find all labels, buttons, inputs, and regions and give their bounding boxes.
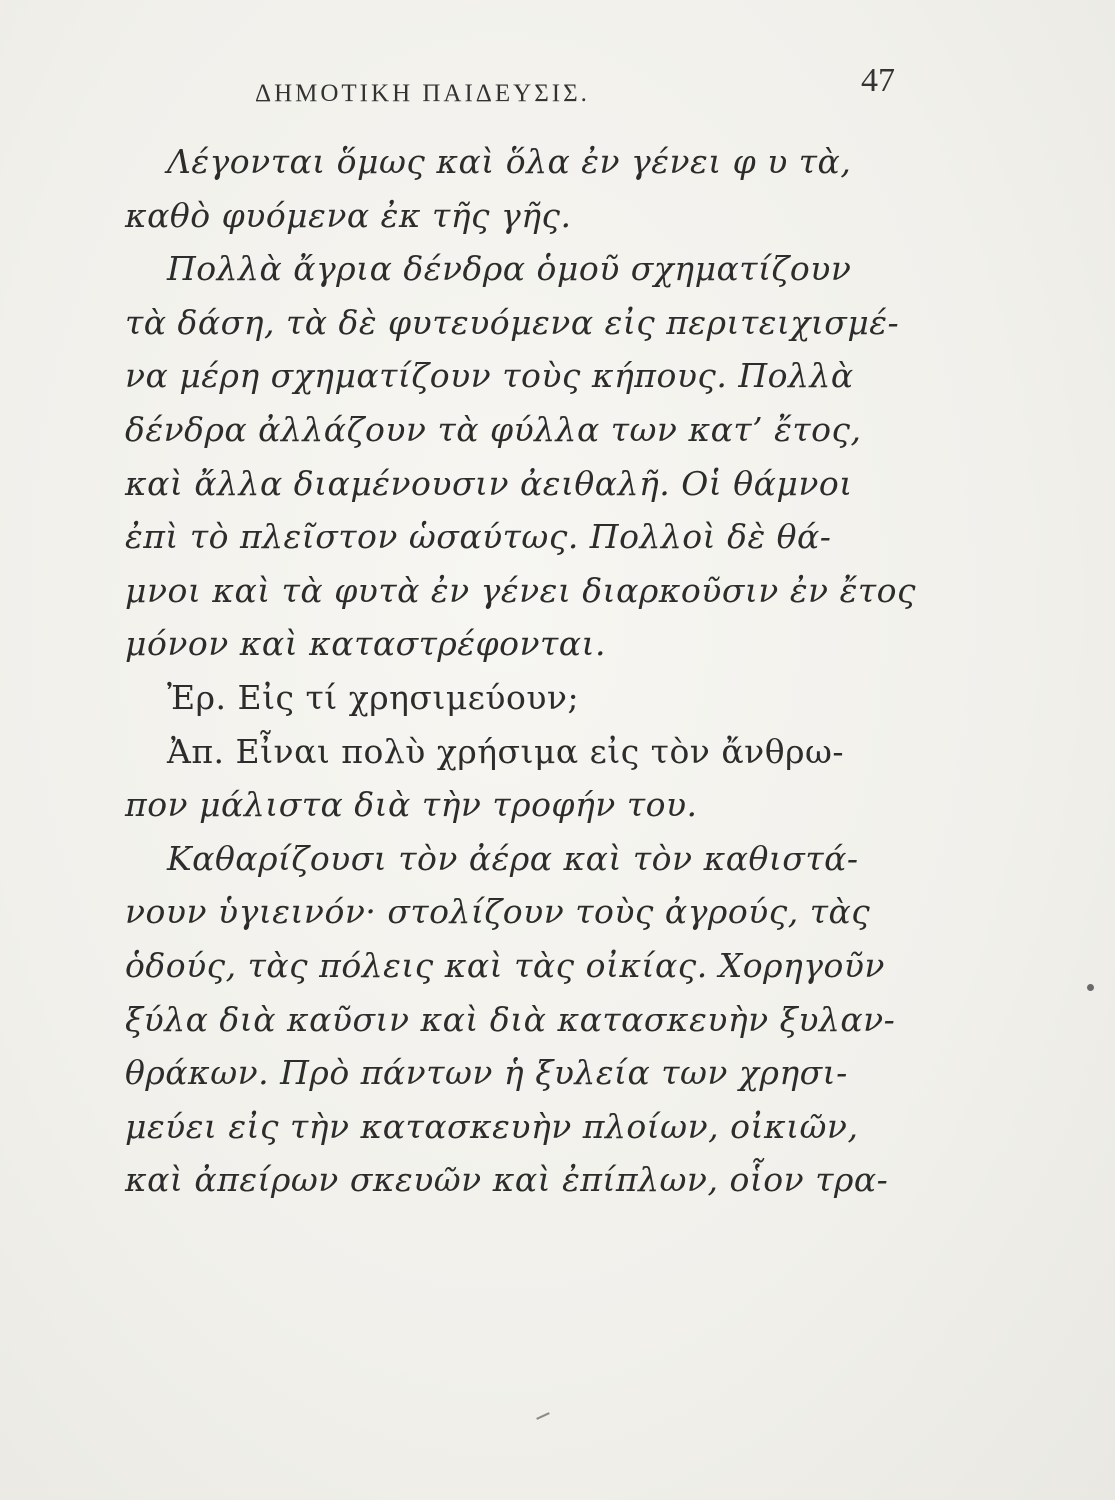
text-line: καθὸ φυόμενα ἐκ τῆς γῆς. bbox=[125, 195, 572, 235]
text-block bbox=[125, 135, 925, 1207]
page-number: 47 bbox=[861, 62, 895, 99]
text-line: ὁδούς, τὰς πόλεις καὶ τὰς οἰκίας. Χορηγοῦν bbox=[125, 945, 885, 985]
text-line: μνοι καὶ τὰ φυτὰ ἐν γένει διαρκοῦσιν ἐν ἔτος bbox=[125, 570, 916, 610]
running-head bbox=[255, 62, 895, 112]
text-line: Καθαρίζουσι τὸν ἀέρα καὶ τὸν καθιστά- bbox=[167, 838, 859, 878]
text-line: μόνον καὶ καταστρέφονται. bbox=[125, 624, 607, 664]
text-line: θράκων. Πρὸ πάντων ἡ ξυλεία των χρησι- bbox=[125, 1053, 848, 1093]
text-line: ἐπὶ τὸ πλεῖστον ὡσαύτως. Πολλοὶ δὲ θά- bbox=[125, 517, 832, 557]
question-line: Ἐρ. Εἰς τί χρησιμεύουν; bbox=[167, 677, 580, 717]
ink-smudge bbox=[1087, 984, 1094, 991]
text-line: Πολλὰ ἄγρια δένδρα ὁμοῦ σχηματίζουν bbox=[167, 249, 852, 289]
stray-mark bbox=[536, 1412, 550, 1420]
text-line: δένδρα ἀλλάζουν τὰ φύλλα των κατ’ ἔτος, bbox=[125, 409, 862, 449]
text-line: ξύλα διὰ καῦσιν καὶ διὰ κατασκευὴν ξυλαν- bbox=[125, 999, 896, 1039]
text-line: τὰ δάση, τὰ δὲ φυτευόμενα εἰς περιτειχισμέ- bbox=[125, 302, 900, 342]
text-line: Λέγονται ὅμως καὶ ὅλα ἐν γένει φ υ τὰ, bbox=[167, 142, 852, 181]
running-title: ΔΗΜΟΤΙΚΗ ΠΑΙΔΕΥΣΙΣ. bbox=[255, 80, 590, 107]
text-line: καὶ ἄλλα διαμένουσιν ἀειθαλῆ. Οἱ θάμνοι bbox=[125, 463, 853, 503]
text-line: να μέρη σχηματίζουν τοὺς κήπους. Πολλὰ bbox=[125, 356, 854, 396]
text-line: μεύει εἰς τὴν κατασκευὴν πλοίων, οἰκιῶν, bbox=[125, 1106, 859, 1146]
answer-line: Ἀπ. Εἶναι πολὺ χρήσιμα εἰς τὸν ἄνθρω- bbox=[167, 731, 845, 771]
text-line: νουν ὑγιεινόν· στολίζουν τοὺς ἀγρούς, τὰς bbox=[125, 892, 871, 932]
text-line: καὶ ἀπείρων σκευῶν καὶ ἐπίπλων, οἷον τρα- bbox=[125, 1160, 889, 1200]
text-line: πον μάλιστα διὰ τὴν τροφήν του. bbox=[125, 785, 698, 825]
